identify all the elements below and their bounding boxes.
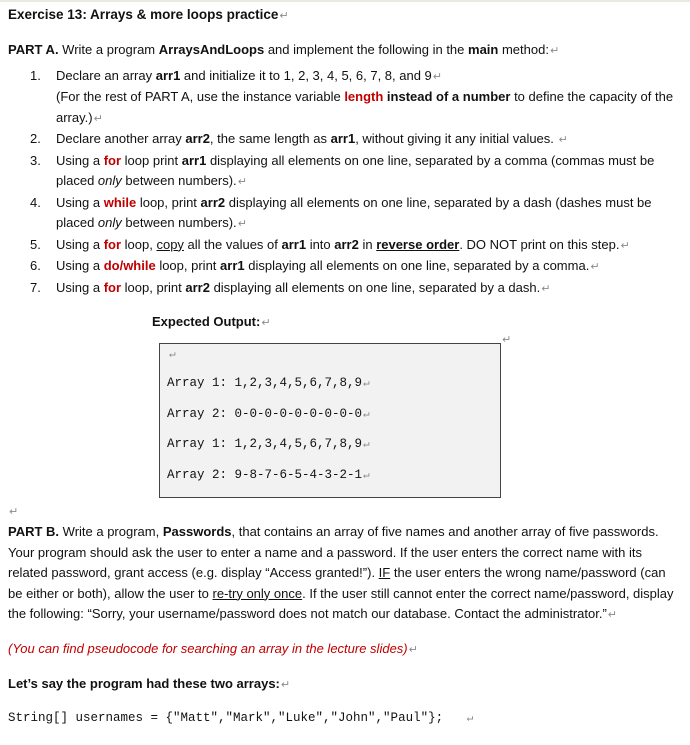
output-line: Array 2: 9-8-7-6-5-4-3-2-1↵ — [167, 468, 370, 482]
top-divider — [0, 0, 690, 2]
output-line: Array 1: 1,2,3,4,5,6,7,8,9↵ — [167, 437, 370, 451]
arrays-intro: Let’s say the program had these two arrays:↵ — [8, 675, 291, 691]
part-a-intro: PART A. Write a program ArraysAndLoops and implement the following in the main method:↵ — [8, 42, 560, 57]
document-page — [8, 6, 680, 728]
step-1: 1. Declare an array arr1 and initialize it to 1, 2, 3, 4, 5, 6, 7, 8, and 9↵ (For the rest of PART A, use the instance variable length instead of a number to define the capacity of the array.)↵ — [30, 67, 674, 125]
paragraph-mark-icon: ↵ — [549, 45, 560, 57]
paragraph-mark-icon: ↵ — [279, 10, 289, 22]
part-b-paragraph: PART B. Write a program, Passwords, that contains an array of five names and another array of five passwords. Your program should ask the user to enter a name and a password. If the user enters the correct name with its related password, grant access (e.g. display “Access granted!”). IF the user enters the wrong name/password (can be either or both), allow the user to re-try only once. If the user still cannot enter the correct name/password, display the following: “Sorry, your username/password does not match our database. Contact the administrator.”↵ — [8, 524, 674, 621]
step-7: 7. Using a for loop, print arr2 displaying all elements on one line, separated by a dash.↵ — [30, 279, 551, 295]
step-2: 2. Declare another array arr2, the same length as arr1, without giving it any initial values. ↵ — [30, 131, 568, 146]
step-3: 3. Using a for loop print arr1 displaying all elements on one line, separated by a comma (commas must be placed only between numbers).↵ — [30, 152, 655, 188]
step-6: 6. Using a do/while loop, print arr1 displaying all elements on one line, separated by a comma.↵ — [30, 258, 600, 273]
part-a-steps — [8, 66, 680, 300]
expected-output-box — [159, 343, 501, 498]
step-5: 5. Using a for loop, copy all the values of arr1 into arr2 in reverse order. DO NOT print on this step.↵ — [30, 236, 630, 252]
pseudocode-hint: (You can find pseudocode for searching an array in the lecture slides)↵ — [8, 640, 418, 656]
exercise-title: Exercise 13: Arrays & more loops practice↵ — [8, 7, 289, 22]
step-4: 4. Using a while loop, print arr2 displaying all elements on one line, separated by a dash (dashes must be placed only between numbers).↵ — [30, 194, 652, 230]
output-line: Array 1: 1,2,3,4,5,6,7,8,9↵ — [167, 376, 370, 390]
usernames-code-line: String[] usernames = {"Matt","Mark","Luke","John","Paul"}; ↵ — [8, 710, 474, 725]
expected-output-label: Expected Output:↵ — [152, 314, 271, 329]
output-line: Array 2: 0-0-0-0-0-0-0-0-0↵ — [167, 407, 370, 421]
empty-paragraph: ↵ — [9, 506, 19, 518]
paragraph-mark-icon: ↵ — [169, 349, 176, 361]
paragraph-mark-icon: ↵ — [502, 334, 512, 346]
